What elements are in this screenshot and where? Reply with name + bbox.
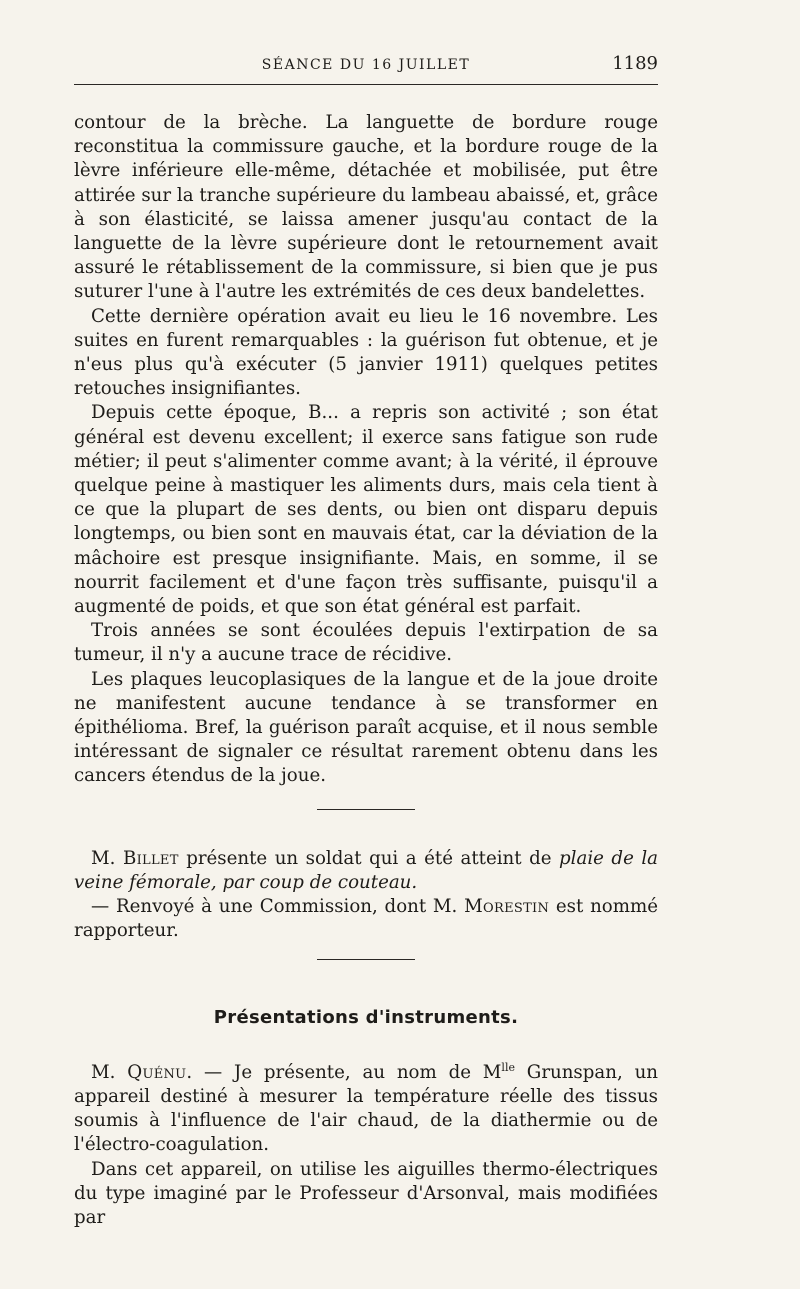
case-title: plaie de la veine fémorale, par coup de couteau. — [74, 847, 659, 893]
body-text — [74, 111, 658, 1230]
billet-text: présente un soldat qui a été atteint de — [178, 847, 560, 869]
paragraph-quenu — [74, 1061, 658, 1158]
separator-rule — [317, 809, 415, 810]
author-quenu: Quénu — [127, 1061, 187, 1083]
billet-prefix: M. — [91, 847, 123, 869]
page-number: 1189 — [612, 53, 658, 74]
paragraph-apparatus: Dans cet appareil, on utilise les aiguilles thermo-électriques du type imaginé par le Professeur d'Arsonval, mais modifiées par — [74, 1158, 658, 1228]
paragraph-continued: contour de la brèche. La languette de bordure rouge reconstitua la commissure gauche, et la bordure rouge de la lèvre inférieure elle-même, détachée et mobilisée, put être attirée sur la tranche supérieure du lambeau abaissé, et, grâce à son élasticité, se laissa amener jusqu'au contact de la languette de la lèvre supérieure dont le retournement avait assuré le rétablissement de la commissure, si bien que je pus suturer l'une à l'autre les extrémités de ces deux bandelettes. — [74, 112, 658, 303]
paragraph-operation: Cette dernière opération avait eu lieu le 16 novembre. Les suites en furent remarquables : la guérison fut obtenue, et je n'eus plus qu'à exécuter (5 janvier 1911) quelques petites retouches insignifiantes. — [74, 305, 658, 400]
running-head — [74, 48, 658, 85]
author-morestin: Morestin — [464, 896, 550, 918]
quenu-text-2: Grunspan, un appareil destiné à mesurer la température réelle des tissus soumis à l'influence de l'air chaud, de la diathermie ou de l'électro-coagulation. — [74, 1061, 658, 1156]
quenu-text-1: . — Je présente, au nom de M — [186, 1061, 502, 1083]
book-page — [74, 48, 658, 1230]
running-title: SÉANCE DU 16 JUILLET — [261, 57, 471, 73]
quenu-prefix: M. — [91, 1061, 128, 1083]
author-billet: Billet — [122, 847, 179, 869]
paragraph-recovery: Depuis cette époque, B... a repris son activité ; son état général est devenu excellent; il exerce sans fatigue son rude métier; il peut s'alimenter comme avant; à la vérité, il éprouve quelque peine à mastiquer les aliments durs, mais cela tient à ce que la plupart de ses dents, ou bien ont disparu depuis longtemps, ou bien sont en mauvais état, car la déviation de la mâchoire est presque insignifiante. Mais, en somme, il se nourrit facilement et d'une façon très suffisante, puisqu'il a augmenté de poids, et que son état général est parfait. — [74, 402, 658, 618]
title-superscript: lle — [501, 1060, 515, 1074]
paragraph-billet-presentation — [74, 847, 658, 895]
paragraph-conclusion: Les plaques leucoplasiques de la langue et de la joue droite ne manifestent aucune tendance à se transformer en épithélioma. Bref, la guérison paraît acquise, et il nous semble intéressant de signaler ce résultat rarement obtenu dans les cancers étendus de la joue. — [74, 668, 658, 787]
separator-rule — [317, 959, 415, 960]
section-heading: Présentations d'instruments. — [213, 1006, 519, 1028]
referral-start: — Renvoyé à une Commission, dont M. — [91, 896, 465, 918]
paragraph-referral — [74, 895, 658, 943]
referral-end: est nommé rapporteur. — [74, 896, 659, 942]
paragraph-no-recurrence: Trois années se sont écoulées depuis l'extirpation de sa tumeur, il n'y a aucune trace de récidive. — [74, 620, 658, 666]
